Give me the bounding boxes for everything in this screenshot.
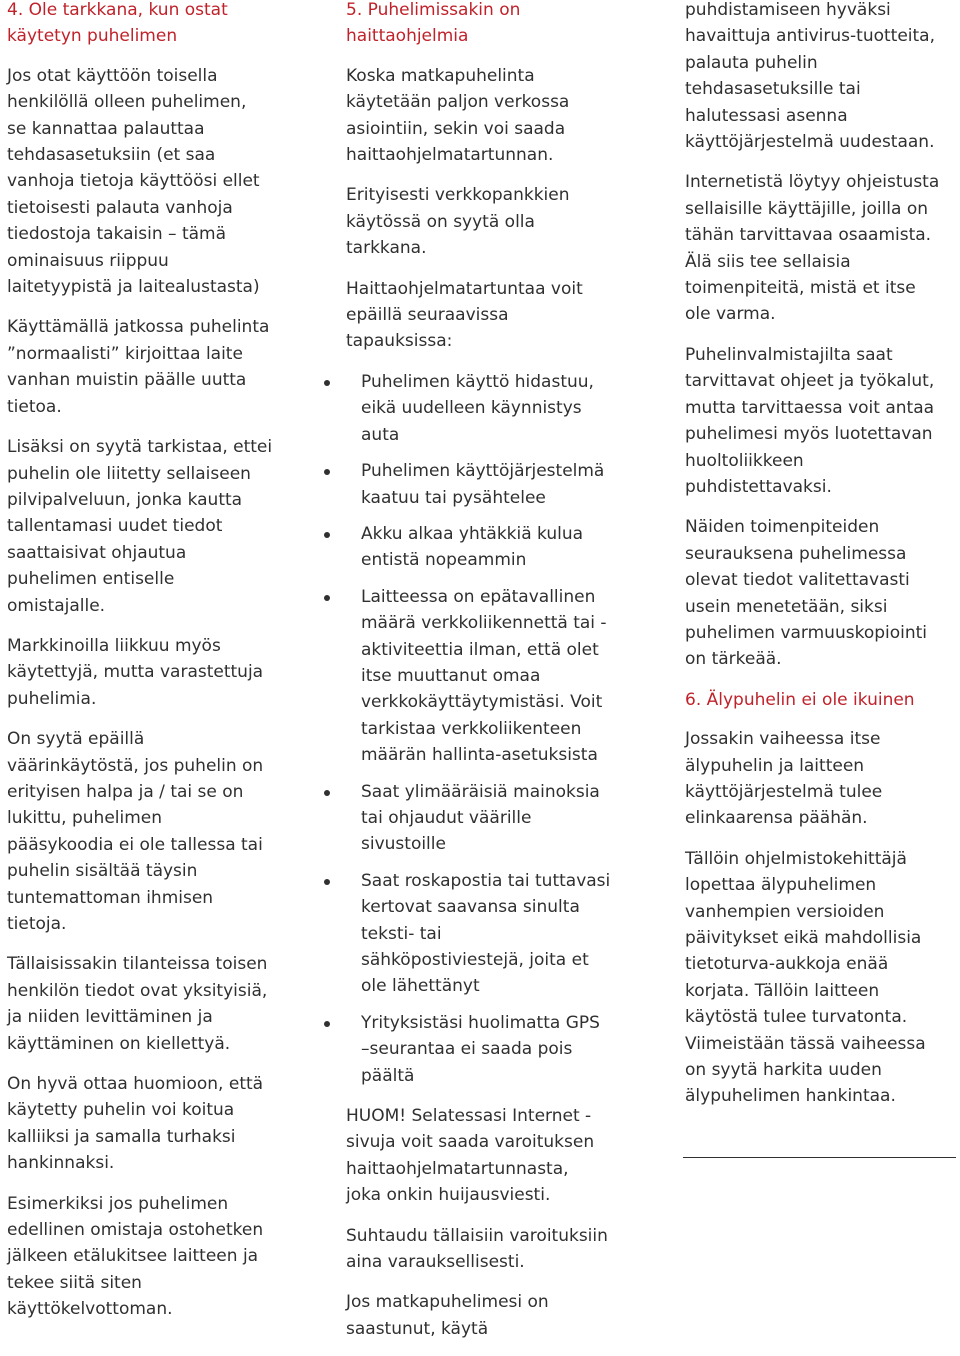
col2-paragraph-4: HUOM! Selatessasi Internet - sivuja voit saada varoituksen haittaohjelmatartunnasta, joka onkin huijausviesti. (346, 1106, 595, 1206)
bullet-icon (324, 595, 330, 601)
list-item (346, 369, 646, 448)
col3-paragraph-6: Tällöin ohjelmistokehittäjä lopettaa älypuhelimen vanhempien versioiden päivitykset eikä mahdollisia tietoturva-aukkoja enää korjata. Tällöin laitteen käytöstä tulee turvatonta. Viimeistään tässä vaiheessa on syytä harkita uuden älypuhelimen hankintaa. (685, 848, 926, 1107)
col1-paragraph-7: On hyvä ottaa huomioon, että käytetty puhelin voi koitua kalliiksi ja samalla turhaksi hankinnaksi. (7, 1074, 264, 1174)
column-3 (685, 0, 957, 1124)
list-item-text: Puhelimen käyttö hidastuu, eikä uudelleen käynnistys auta (361, 371, 594, 445)
list-item (346, 584, 646, 769)
col1-paragraph-8: Esimerkiksi jos puhelimen edellinen omistaja ostohetken jälkeen etälukitsee laitteen ja tekee siitä siten käyttökelvottoman. (7, 1193, 264, 1320)
end-divider (683, 1157, 956, 1158)
col1-paragraph-4: Markkinoilla liikkuu myös käytettyjä, mutta varastettuja puhelimia. (7, 635, 264, 709)
col3-paragraph-4: Näiden toimenpiteiden seurauksena puhelimessa olevat tiedot valitettavasti usein menetetään, siksi puhelimen varmuuskopiointi on tärkeää. (685, 517, 928, 670)
list-item (346, 779, 646, 858)
col2-paragraph-2: Erityisesti verkkopankkien käytössä on syytä olla tarkkana. (346, 185, 570, 259)
list-item-text: Akku alkaa yhtäkkiä kulua entistä nopeammin (361, 523, 584, 571)
bullet-icon (324, 879, 330, 885)
col2-paragraph-3: Haittaohjelmatartuntaa voit epäillä seuraavissa tapauksissa: (346, 278, 583, 352)
col1-paragraph-6: Tällaisissakin tilanteissa toisen henkilön tiedot ovat yksityisiä, ja niiden levittäminen ja käyttäminen on kiellettyä. (7, 954, 268, 1054)
bullet-icon (324, 1021, 330, 1027)
bullet-icon (324, 790, 330, 796)
col1-paragraph-1: Jos otat käyttöön toisella henkilöllä olleen puhelimen, se kannattaa palauttaa tehdasasetuksiin (et saa vanhoja tietoja käyttöösi ellet tietoisesti palauta vanhoja tiedostoja takaisin – tämä ominaisuus riippuu laitetyypistä ja laitealustasta) (7, 65, 260, 298)
symptom-list (346, 369, 646, 1089)
column-2 (346, 0, 646, 1356)
col2-paragraph-5: Suhtaudu tällaisiin varoituksiin aina varauksellisesti. (346, 1225, 608, 1273)
list-item-text: Yrityksistäsi huolimatta GPS –seurantaa ei saada pois päältä (361, 1012, 600, 1086)
col1-paragraph-5: On syytä epäillä väärinkäytöstä, jos puhelin on erityisen halpa ja / tai se on lukittu, puhelimen pääsykoodia ei ole tallessa tai puhelin sisältää täysin tuntemattoman ihmisen tietoja. (7, 729, 264, 934)
section-6-heading: 6. Älypuhelin ei ole ikuinen (685, 689, 915, 710)
list-item (346, 868, 646, 1000)
col1-paragraph-2: Käyttämällä jatkossa puhelinta ”normaalisti” kirjoittaa laite vanhan muistin päälle uutta tietoa. (7, 317, 270, 417)
bullet-icon (324, 380, 330, 386)
col3-paragraph-5: Jossakin vaiheessa itse älypuhelin ja laitteen käyttöjärjestelmä tulee elinkaarensa päähän. (685, 729, 883, 829)
col3-paragraph-3: Puhelinvalmistajilta saat tarvittavat ohjeet ja työkalut, mutta tarvittaessa voit antaa puhelimesi myös luotettavan huoltoliikkeen puhdistettavaksi. (685, 344, 935, 497)
col3-paragraph-1: puhdistamiseen hyväksi havaittuja antivirus-tuotteita, palauta puhelin tehdasasetuksille tai halutessasi asenna käyttöjärjestelmä uudestaan. (685, 0, 936, 153)
section-4-heading: 4. Ole tarkkana, kun ostat käytetyn puhelimen (7, 0, 228, 47)
list-item-text: Puhelimen käyttöjärjestelmä kaatuu tai pysähtelee (361, 461, 605, 508)
list-item-text: Saat roskapostia tai tuttavasi kertovat saavansa sinulta teksti- tai sähköpostiviestejä, joita et ole lähettänyt (361, 870, 611, 997)
col3-paragraph-2: Internetistä löytyy ohjeistusta sellaisille käyttäjille, joilla on tähän tarvittavaa osaamista. Älä siis tee sellaisia toimenpiteitä, mistä et itse ole varma. (685, 172, 940, 325)
col1-paragraph-3: Lisäksi on syytä tarkistaa, ettei puhelin ole liitetty sellaiseen pilvipalveluun, jonka kautta tallentamasi uudet tiedot saattaisivat ohjautua puhelimen entiselle omistajalle. (7, 437, 273, 616)
list-item (346, 521, 646, 574)
list-item-text: Laitteessa on epätavallinen määrä verkkoliikennettä tai - aktiviteettia ilman, että olet itse muuttanut omaa verkkokäyttäytymistäsi. Voit tarkistaa verkkoliikenteen määrän hallinta-asetuksista (361, 586, 607, 766)
list-item-text: Saat ylimääräisiä mainoksia tai ohjaudut väärille sivustoille (361, 781, 600, 855)
col2-paragraph-1: Koska matkapuhelinta käytetään paljon verkossa asiointiin, sekin voi saada haittaohjelmatartunnan. (346, 65, 570, 166)
bullet-icon (324, 532, 330, 538)
list-item (346, 458, 646, 511)
col2-paragraph-6: Jos matkapuhelimesi on saastunut, käytä (346, 1292, 549, 1339)
column-1 (7, 0, 307, 1337)
section-5-heading: 5. Puhelimissakin on haittaohjelmia (346, 0, 521, 47)
bullet-icon (324, 469, 330, 475)
list-item (346, 1010, 646, 1089)
